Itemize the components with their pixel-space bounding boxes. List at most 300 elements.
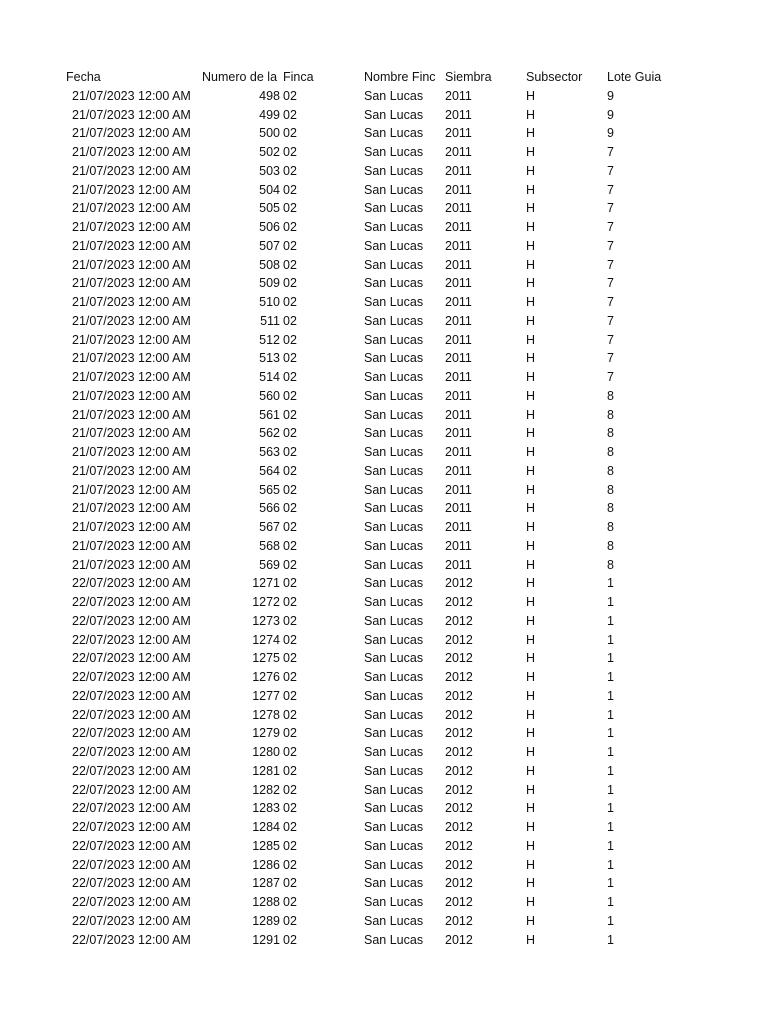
cell-numero[interactable]: 512 — [259, 332, 280, 347]
cell-numero[interactable]: 1275 — [252, 651, 280, 666]
cell-lote-guia[interactable]: 1 — [607, 782, 614, 797]
cell-subsector[interactable]: H — [526, 88, 536, 103]
cell-lote-guia[interactable]: 8 — [607, 388, 614, 403]
cell-subsector[interactable]: H — [526, 726, 536, 741]
cell-fecha[interactable]: 21/07/2023 12:00 AM — [72, 182, 191, 197]
cell-numero[interactable]: 567 — [259, 520, 280, 534]
cell-nombre-finca[interactable]: San Lucas — [364, 576, 424, 591]
cell-lote-guia[interactable]: 8 — [607, 557, 614, 572]
cell-lote-guia[interactable]: 7 — [607, 238, 614, 253]
cell-siembra[interactable]: 2012 — [445, 613, 473, 628]
cell-nombre-finca[interactable]: San Lucas — [364, 426, 424, 441]
cell-numero[interactable]: 1273 — [252, 613, 280, 628]
cell-numero[interactable]: 503 — [259, 163, 280, 178]
cell-lote-guia[interactable]: 1 — [607, 838, 614, 853]
cell-numero[interactable]: 1282 — [252, 782, 280, 797]
cell-numero[interactable]: 1279 — [252, 726, 280, 741]
cell-numero[interactable]: 1289 — [252, 913, 280, 928]
cell-lote-guia[interactable]: 1 — [607, 707, 614, 722]
cell-numero[interactable]: 568 — [259, 538, 280, 553]
cell-numero[interactable]: 502 — [259, 145, 280, 159]
cell-siembra[interactable]: 2011 — [445, 332, 472, 347]
cell-finca[interactable]: 02 — [283, 126, 297, 141]
cell-fecha[interactable]: 22/07/2023 12:00 AM — [72, 820, 191, 834]
cell-lote-guia[interactable]: 1 — [607, 763, 614, 778]
cell-finca[interactable]: 02 — [283, 145, 297, 159]
cell-fecha[interactable]: 22/07/2023 12:00 AM — [72, 726, 191, 741]
cell-finca[interactable]: 02 — [283, 332, 297, 347]
cell-numero[interactable]: 561 — [259, 407, 280, 422]
cell-fecha[interactable]: 22/07/2023 12:00 AM — [72, 763, 191, 778]
cell-numero[interactable]: 505 — [259, 201, 280, 216]
cell-siembra[interactable]: 2012 — [445, 801, 473, 816]
cell-fecha[interactable]: 22/07/2023 12:00 AM — [72, 913, 191, 928]
cell-nombre-finca[interactable]: San Lucas — [364, 313, 424, 328]
cell-fecha[interactable]: 21/07/2023 12:00 AM — [72, 557, 191, 572]
cell-subsector[interactable]: H — [526, 632, 536, 647]
cell-finca[interactable]: 02 — [283, 726, 297, 741]
cell-siembra[interactable]: 2011 — [445, 313, 472, 328]
cell-subsector[interactable]: H — [526, 670, 536, 684]
cell-lote-guia[interactable]: 1 — [607, 613, 614, 628]
cell-lote-guia[interactable]: 7 — [607, 145, 614, 159]
cell-siembra[interactable]: 2011 — [445, 276, 472, 291]
cell-finca[interactable]: 02 — [283, 557, 297, 572]
cell-finca[interactable]: 02 — [283, 201, 297, 216]
cell-subsector[interactable]: H — [526, 688, 536, 703]
cell-finca[interactable]: 02 — [283, 538, 297, 553]
cell-nombre-finca[interactable]: San Lucas — [364, 370, 424, 384]
cell-subsector[interactable]: H — [526, 426, 536, 441]
cell-siembra[interactable]: 2011 — [445, 388, 472, 403]
cell-numero[interactable]: 507 — [259, 238, 280, 253]
cell-nombre-finca[interactable]: San Lucas — [364, 557, 424, 572]
cell-subsector[interactable]: H — [526, 913, 536, 928]
cell-nombre-finca[interactable]: San Lucas — [364, 838, 424, 853]
cell-numero[interactable]: 566 — [259, 501, 280, 516]
cell-lote-guia[interactable]: 7 — [607, 332, 614, 347]
cell-siembra[interactable]: 2011 — [445, 482, 472, 497]
cell-siembra[interactable]: 2011 — [445, 107, 472, 122]
cell-siembra[interactable]: 2011 — [445, 463, 472, 478]
cell-finca[interactable]: 02 — [283, 913, 297, 928]
cell-subsector[interactable]: H — [526, 276, 536, 291]
cell-finca[interactable]: 02 — [283, 632, 297, 647]
cell-siembra[interactable]: 2011 — [445, 295, 472, 309]
cell-lote-guia[interactable]: 1 — [607, 895, 614, 909]
cell-lote-guia[interactable]: 1 — [607, 857, 614, 872]
cell-numero[interactable]: 1291 — [252, 932, 280, 947]
cell-subsector[interactable]: H — [526, 332, 536, 347]
cell-fecha[interactable]: 22/07/2023 12:00 AM — [72, 576, 191, 591]
cell-numero[interactable]: 504 — [259, 182, 280, 197]
cell-subsector[interactable]: H — [526, 313, 536, 328]
cell-lote-guia[interactable]: 9 — [607, 107, 614, 122]
cell-nombre-finca[interactable]: San Lucas — [364, 107, 424, 122]
cell-numero[interactable]: 1278 — [252, 707, 280, 722]
cell-numero[interactable]: 508 — [259, 257, 280, 272]
cell-numero[interactable]: 569 — [259, 557, 280, 572]
cell-finca[interactable]: 02 — [283, 895, 297, 909]
cell-subsector[interactable]: H — [526, 145, 536, 159]
cell-finca[interactable]: 02 — [283, 501, 297, 516]
cell-subsector[interactable]: H — [526, 126, 536, 141]
cell-siembra[interactable]: 2012 — [445, 932, 473, 947]
cell-subsector[interactable]: H — [526, 463, 536, 478]
cell-lote-guia[interactable]: 8 — [607, 520, 614, 534]
cell-nombre-finca[interactable]: San Lucas — [364, 707, 424, 722]
cell-finca[interactable]: 02 — [283, 407, 297, 422]
cell-siembra[interactable]: 2011 — [445, 220, 472, 234]
cell-fecha[interactable]: 22/07/2023 12:00 AM — [72, 613, 191, 628]
cell-finca[interactable]: 02 — [283, 482, 297, 497]
cell-fecha[interactable]: 22/07/2023 12:00 AM — [72, 876, 191, 891]
cell-numero[interactable]: 1287 — [252, 876, 280, 891]
cell-siembra[interactable]: 2012 — [445, 726, 473, 741]
cell-numero[interactable]: 1271 — [252, 576, 280, 591]
cell-siembra[interactable]: 2011 — [445, 201, 472, 216]
cell-nombre-finca[interactable]: San Lucas — [364, 801, 424, 816]
cell-siembra[interactable]: 2012 — [445, 782, 473, 797]
cell-fecha[interactable]: 21/07/2023 12:00 AM — [72, 238, 191, 253]
cell-numero[interactable]: 1274 — [252, 632, 280, 647]
cell-fecha[interactable]: 22/07/2023 12:00 AM — [72, 632, 191, 647]
cell-fecha[interactable]: 21/07/2023 12:00 AM — [72, 332, 191, 347]
cell-subsector[interactable]: H — [526, 182, 536, 197]
cell-fecha[interactable]: 21/07/2023 12:00 AM — [72, 445, 191, 459]
cell-fecha[interactable]: 22/07/2023 12:00 AM — [72, 857, 191, 872]
cell-nombre-finca[interactable]: San Lucas — [364, 407, 424, 422]
cell-siembra[interactable]: 2012 — [445, 670, 473, 684]
cell-nombre-finca[interactable]: San Lucas — [364, 295, 424, 309]
cell-numero[interactable]: 1286 — [252, 857, 280, 872]
cell-fecha[interactable]: 21/07/2023 12:00 AM — [72, 313, 191, 328]
cell-subsector[interactable]: H — [526, 538, 536, 553]
cell-numero[interactable]: 564 — [259, 463, 280, 478]
cell-finca[interactable]: 02 — [283, 576, 297, 591]
cell-nombre-finca[interactable]: San Lucas — [364, 782, 424, 797]
cell-subsector[interactable]: H — [526, 820, 536, 834]
cell-finca[interactable]: 02 — [283, 257, 297, 272]
cell-numero[interactable]: 514 — [259, 370, 280, 384]
cell-finca[interactable]: 02 — [283, 876, 297, 891]
cell-nombre-finca[interactable]: San Lucas — [364, 445, 424, 459]
cell-siembra[interactable]: 2012 — [445, 876, 473, 891]
cell-lote-guia[interactable]: 7 — [607, 257, 614, 272]
cell-numero[interactable]: 1272 — [252, 595, 280, 609]
cell-numero[interactable]: 560 — [259, 388, 280, 403]
cell-subsector[interactable]: H — [526, 576, 536, 591]
cell-subsector[interactable]: H — [526, 838, 536, 853]
cell-siembra[interactable]: 2012 — [445, 576, 473, 591]
cell-subsector[interactable]: H — [526, 895, 536, 909]
cell-lote-guia[interactable]: 8 — [607, 501, 614, 516]
cell-finca[interactable]: 02 — [283, 238, 297, 253]
header-siembra[interactable]: Siembra — [445, 70, 492, 84]
cell-nombre-finca[interactable]: San Lucas — [364, 763, 424, 778]
cell-nombre-finca[interactable]: San Lucas — [364, 201, 424, 216]
header-subsector[interactable]: Subsector — [526, 70, 583, 84]
cell-numero[interactable]: 500 — [259, 126, 280, 141]
cell-siembra[interactable]: 2011 — [445, 370, 472, 384]
cell-subsector[interactable]: H — [526, 651, 536, 666]
cell-siembra[interactable]: 2011 — [445, 351, 472, 366]
cell-fecha[interactable]: 21/07/2023 12:00 AM — [72, 257, 191, 272]
cell-fecha[interactable]: 21/07/2023 12:00 AM — [72, 482, 191, 497]
cell-numero[interactable]: 565 — [259, 482, 280, 497]
cell-subsector[interactable]: H — [526, 445, 536, 459]
cell-finca[interactable]: 02 — [283, 745, 297, 759]
cell-finca[interactable]: 02 — [283, 426, 297, 441]
cell-siembra[interactable]: 2012 — [445, 745, 473, 759]
cell-lote-guia[interactable]: 1 — [607, 651, 614, 666]
cell-fecha[interactable]: 21/07/2023 12:00 AM — [72, 163, 191, 178]
cell-lote-guia[interactable]: 1 — [607, 913, 614, 928]
cell-nombre-finca[interactable]: San Lucas — [364, 276, 424, 291]
cell-fecha[interactable]: 21/07/2023 12:00 AM — [72, 126, 191, 141]
cell-nombre-finca[interactable]: San Lucas — [364, 463, 424, 478]
cell-fecha[interactable]: 21/07/2023 12:00 AM — [72, 88, 191, 103]
header-fecha[interactable]: Fecha — [66, 70, 101, 84]
cell-numero[interactable]: 498 — [259, 88, 280, 103]
cell-nombre-finca[interactable]: San Lucas — [364, 163, 424, 178]
header-finca[interactable]: Finca — [283, 70, 314, 84]
cell-subsector[interactable]: H — [526, 107, 536, 122]
cell-finca[interactable]: 02 — [283, 782, 297, 797]
cell-siembra[interactable]: 2012 — [445, 838, 473, 853]
cell-lote-guia[interactable]: 1 — [607, 932, 614, 947]
cell-fecha[interactable]: 22/07/2023 12:00 AM — [72, 801, 191, 816]
cell-fecha[interactable]: 22/07/2023 12:00 AM — [72, 688, 191, 703]
cell-finca[interactable]: 02 — [283, 445, 297, 459]
cell-siembra[interactable]: 2011 — [445, 145, 472, 159]
cell-siembra[interactable]: 2012 — [445, 763, 473, 778]
cell-finca[interactable]: 02 — [283, 595, 297, 609]
cell-siembra[interactable]: 2012 — [445, 895, 473, 909]
cell-finca[interactable]: 02 — [283, 838, 297, 853]
cell-numero[interactable]: 562 — [259, 426, 280, 441]
cell-numero[interactable]: 1277 — [252, 688, 280, 703]
cell-nombre-finca[interactable]: San Lucas — [364, 613, 424, 628]
cell-siembra[interactable]: 2011 — [445, 88, 472, 103]
cell-nombre-finca[interactable]: San Lucas — [364, 932, 424, 947]
cell-finca[interactable]: 02 — [283, 801, 297, 816]
cell-subsector[interactable]: H — [526, 238, 536, 253]
cell-subsector[interactable]: H — [526, 782, 536, 797]
cell-nombre-finca[interactable]: San Lucas — [364, 651, 424, 666]
cell-numero[interactable]: 499 — [259, 107, 280, 122]
cell-siembra[interactable]: 2011 — [445, 257, 472, 272]
cell-nombre-finca[interactable]: San Lucas — [364, 351, 424, 366]
cell-finca[interactable]: 02 — [283, 520, 297, 534]
cell-fecha[interactable]: 22/07/2023 12:00 AM — [72, 838, 191, 853]
cell-nombre-finca[interactable]: San Lucas — [364, 145, 424, 159]
cell-lote-guia[interactable]: 7 — [607, 276, 614, 291]
cell-fecha[interactable]: 21/07/2023 12:00 AM — [72, 351, 191, 366]
cell-numero[interactable]: 1281 — [252, 763, 280, 778]
cell-fecha[interactable]: 22/07/2023 12:00 AM — [72, 651, 191, 666]
cell-finca[interactable]: 02 — [283, 651, 297, 666]
cell-fecha[interactable]: 22/07/2023 12:00 AM — [72, 782, 191, 797]
cell-nombre-finca[interactable]: San Lucas — [364, 482, 424, 497]
cell-finca[interactable]: 02 — [283, 613, 297, 628]
cell-finca[interactable]: 02 — [283, 295, 297, 309]
cell-subsector[interactable]: H — [526, 257, 536, 272]
cell-siembra[interactable]: 2012 — [445, 632, 473, 647]
cell-subsector[interactable]: H — [526, 370, 536, 384]
cell-finca[interactable]: 02 — [283, 276, 297, 291]
cell-lote-guia[interactable]: 8 — [607, 538, 614, 553]
cell-siembra[interactable]: 2012 — [445, 595, 473, 609]
cell-lote-guia[interactable]: 1 — [607, 632, 614, 647]
cell-fecha[interactable]: 21/07/2023 12:00 AM — [72, 426, 191, 441]
cell-fecha[interactable]: 22/07/2023 12:00 AM — [72, 932, 191, 947]
cell-nombre-finca[interactable]: San Lucas — [364, 726, 424, 741]
cell-siembra[interactable]: 2012 — [445, 688, 473, 703]
cell-fecha[interactable]: 21/07/2023 12:00 AM — [72, 145, 191, 159]
cell-lote-guia[interactable]: 8 — [607, 426, 614, 441]
cell-nombre-finca[interactable]: San Lucas — [364, 238, 424, 253]
cell-fecha[interactable]: 22/07/2023 12:00 AM — [72, 595, 191, 609]
cell-nombre-finca[interactable]: San Lucas — [364, 895, 424, 909]
cell-lote-guia[interactable]: 1 — [607, 876, 614, 891]
cell-subsector[interactable]: H — [526, 501, 536, 516]
cell-subsector[interactable]: H — [526, 932, 536, 947]
cell-fecha[interactable]: 22/07/2023 12:00 AM — [72, 707, 191, 722]
cell-subsector[interactable]: H — [526, 163, 536, 178]
cell-finca[interactable]: 02 — [283, 220, 297, 234]
cell-finca[interactable]: 02 — [283, 351, 297, 366]
cell-nombre-finca[interactable]: San Lucas — [364, 88, 424, 103]
cell-subsector[interactable]: H — [526, 595, 536, 609]
cell-lote-guia[interactable]: 7 — [607, 351, 614, 366]
cell-siembra[interactable]: 2012 — [445, 707, 473, 722]
cell-subsector[interactable]: H — [526, 201, 536, 216]
cell-fecha[interactable]: 21/07/2023 12:00 AM — [72, 276, 191, 291]
cell-finca[interactable]: 02 — [283, 820, 297, 834]
cell-siembra[interactable]: 2011 — [445, 538, 472, 553]
cell-siembra[interactable]: 2011 — [445, 407, 472, 422]
cell-subsector[interactable]: H — [526, 482, 536, 497]
cell-finca[interactable]: 02 — [283, 463, 297, 478]
cell-fecha[interactable]: 21/07/2023 12:00 AM — [72, 370, 191, 384]
cell-lote-guia[interactable]: 9 — [607, 126, 614, 141]
cell-numero[interactable]: 1288 — [252, 895, 280, 909]
cell-nombre-finca[interactable]: San Lucas — [364, 257, 424, 272]
cell-subsector[interactable]: H — [526, 763, 536, 778]
cell-subsector[interactable]: H — [526, 295, 536, 309]
cell-subsector[interactable]: H — [526, 745, 536, 759]
cell-fecha[interactable]: 21/07/2023 12:00 AM — [72, 538, 191, 553]
cell-numero[interactable]: 513 — [259, 351, 280, 366]
cell-fecha[interactable]: 21/07/2023 12:00 AM — [72, 463, 191, 478]
cell-finca[interactable]: 02 — [283, 670, 297, 684]
header-lote-guia[interactable]: Lote Guia — [607, 70, 662, 84]
cell-lote-guia[interactable]: 9 — [607, 88, 614, 103]
cell-lote-guia[interactable]: 7 — [607, 370, 614, 384]
cell-lote-guia[interactable]: 7 — [607, 220, 614, 234]
cell-nombre-finca[interactable]: San Lucas — [364, 688, 424, 703]
cell-fecha[interactable]: 21/07/2023 12:00 AM — [72, 201, 191, 216]
cell-fecha[interactable]: 22/07/2023 12:00 AM — [72, 895, 191, 909]
cell-lote-guia[interactable]: 7 — [607, 313, 614, 328]
cell-nombre-finca[interactable]: San Lucas — [364, 913, 424, 928]
cell-lote-guia[interactable]: 1 — [607, 801, 614, 816]
cell-siembra[interactable]: 2011 — [445, 163, 472, 178]
cell-lote-guia[interactable]: 8 — [607, 482, 614, 497]
cell-fecha[interactable]: 21/07/2023 12:00 AM — [72, 520, 191, 534]
cell-finca[interactable]: 02 — [283, 370, 297, 384]
cell-fecha[interactable]: 21/07/2023 12:00 AM — [72, 107, 191, 122]
cell-lote-guia[interactable]: 1 — [607, 820, 614, 834]
cell-nombre-finca[interactable]: San Lucas — [364, 670, 424, 684]
cell-nombre-finca[interactable]: San Lucas — [364, 520, 424, 534]
cell-lote-guia[interactable]: 7 — [607, 295, 614, 309]
cell-lote-guia[interactable]: 7 — [607, 182, 614, 197]
cell-nombre-finca[interactable]: San Lucas — [364, 538, 424, 553]
cell-siembra[interactable]: 2012 — [445, 820, 473, 834]
cell-fecha[interactable]: 21/07/2023 12:00 AM — [72, 295, 191, 309]
cell-nombre-finca[interactable]: San Lucas — [364, 332, 424, 347]
cell-lote-guia[interactable]: 7 — [607, 163, 614, 178]
cell-finca[interactable]: 02 — [283, 763, 297, 778]
cell-finca[interactable]: 02 — [283, 388, 297, 403]
cell-siembra[interactable]: 2011 — [445, 557, 472, 572]
cell-numero[interactable]: 510 — [259, 295, 280, 309]
cell-subsector[interactable]: H — [526, 220, 536, 234]
cell-nombre-finca[interactable]: San Lucas — [364, 820, 424, 834]
cell-numero[interactable]: 509 — [259, 276, 280, 291]
cell-subsector[interactable]: H — [526, 876, 536, 891]
cell-finca[interactable]: 02 — [283, 932, 297, 947]
cell-numero[interactable]: 563 — [259, 445, 280, 459]
header-numero[interactable]: Numero de la — [202, 70, 278, 84]
cell-fecha[interactable]: 21/07/2023 12:00 AM — [72, 407, 191, 422]
cell-siembra[interactable]: 2012 — [445, 857, 473, 872]
cell-finca[interactable]: 02 — [283, 707, 297, 722]
cell-subsector[interactable]: H — [526, 857, 536, 872]
cell-lote-guia[interactable]: 8 — [607, 463, 614, 478]
cell-nombre-finca[interactable]: San Lucas — [364, 126, 424, 141]
cell-nombre-finca[interactable]: San Lucas — [364, 745, 424, 759]
cell-finca[interactable]: 02 — [283, 688, 297, 703]
cell-nombre-finca[interactable]: San Lucas — [364, 501, 424, 516]
cell-finca[interactable]: 02 — [283, 857, 297, 872]
cell-lote-guia[interactable]: 1 — [607, 670, 614, 684]
cell-siembra[interactable]: 2011 — [445, 445, 472, 459]
cell-siembra[interactable]: 2012 — [445, 651, 473, 666]
cell-nombre-finca[interactable]: San Lucas — [364, 876, 424, 891]
cell-siembra[interactable]: 2011 — [445, 426, 472, 441]
cell-numero[interactable]: 1276 — [252, 670, 280, 684]
cell-lote-guia[interactable]: 8 — [607, 445, 614, 459]
cell-fecha[interactable]: 21/07/2023 12:00 AM — [72, 501, 191, 516]
cell-numero[interactable]: 1285 — [252, 838, 280, 853]
cell-subsector[interactable]: H — [526, 351, 536, 366]
cell-finca[interactable]: 02 — [283, 313, 297, 328]
cell-subsector[interactable]: H — [526, 613, 536, 628]
cell-fecha[interactable]: 22/07/2023 12:00 AM — [72, 670, 191, 684]
cell-nombre-finca[interactable]: San Lucas — [364, 632, 424, 647]
cell-siembra[interactable]: 2011 — [445, 182, 472, 197]
cell-numero[interactable]: 1283 — [252, 801, 280, 816]
cell-subsector[interactable]: H — [526, 388, 536, 403]
cell-numero[interactable]: 506 — [259, 220, 280, 234]
cell-lote-guia[interactable]: 1 — [607, 745, 614, 759]
cell-lote-guia[interactable]: 1 — [607, 688, 614, 703]
cell-finca[interactable]: 02 — [283, 107, 297, 122]
cell-lote-guia[interactable]: 8 — [607, 407, 614, 422]
